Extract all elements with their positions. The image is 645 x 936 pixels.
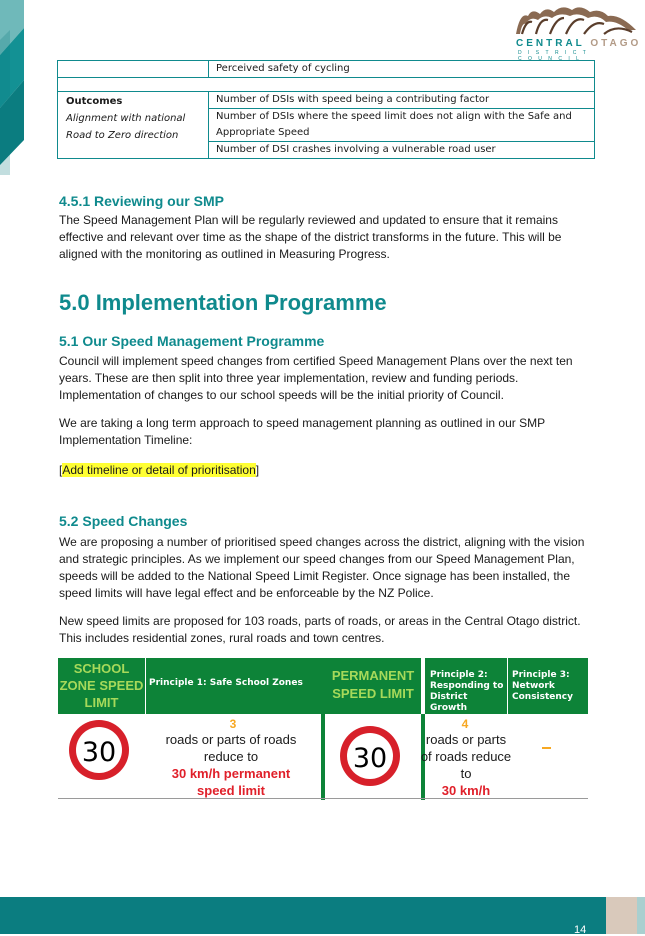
heading-5-1: 5.1 Our Speed Management Programme bbox=[59, 333, 325, 349]
sign-value: 30 bbox=[81, 737, 117, 768]
table-cell-measure: Number of DSIs where the speed limit does not align with the Safe and Appropriate Speed bbox=[209, 109, 595, 142]
school-count: 3 bbox=[229, 717, 237, 731]
column-divider bbox=[321, 658, 325, 800]
principle-3-empty-dash bbox=[542, 747, 551, 749]
paragraph-long-term: We are taking a long term approach to speed management planning as outlined in our SMP Implementation Timeline: bbox=[59, 416, 545, 447]
table-spacer-row bbox=[58, 78, 595, 92]
school-description bbox=[161, 731, 301, 799]
logo-name bbox=[516, 38, 641, 49]
table-cell-empty bbox=[58, 61, 209, 78]
principle-2-description-limit: 30 km/h bbox=[441, 783, 491, 798]
header-school-zone: SCHOOL ZONE SPEED LIMIT bbox=[58, 658, 145, 714]
logo-subtitle: DISTRICT COUNCIL bbox=[518, 50, 593, 62]
principle-2-description bbox=[420, 731, 512, 799]
table-cell-measure: Number of DSIs with speed being a contributing factor bbox=[209, 92, 595, 109]
principle-2-description-text: roads or parts of roads reduce to bbox=[420, 732, 512, 781]
school-description-text: roads or parts of roads reduce to bbox=[165, 732, 297, 764]
measures-table bbox=[57, 60, 595, 159]
decorative-side-strip bbox=[0, 0, 24, 175]
header-principle-3: Principle 3: Network Consistency bbox=[507, 658, 588, 714]
school-description-limit: 30 km/h permanent speed limit bbox=[171, 766, 291, 798]
timeline-placeholder bbox=[59, 463, 259, 477]
paragraph-programme: Council will implement speed changes from certified Speed Management Plans over the next ten years. These are then split into three year implementation, review and funding periods. Implementation of changes to our school speeds will be the initial priority of Council. bbox=[59, 354, 573, 402]
outcomes-description: Alignment with national Road to Zero direction bbox=[66, 113, 186, 141]
header-divider bbox=[145, 658, 146, 714]
paragraph-speed-changes: We are proposing a number of prioritised speed changes across the district, aligning with the vision and strategic principles. As we implement our speed changes from our Speed Management Plan, speeds will be added to the National Speed Limit Register. Once signage has been installed, the speed limits will have legal effect and be enforceable by the NZ Police. bbox=[59, 535, 585, 600]
table-cell-cycling: Perceived safety of cycling bbox=[209, 61, 595, 78]
placeholder-bracket-close: ] bbox=[255, 463, 260, 477]
outcomes-heading: Outcomes bbox=[66, 96, 123, 107]
logo-name-part1: CENTRAL bbox=[516, 38, 585, 49]
paragraph-new-limits: New speed limits are proposed for 103 roads, parts of roads, or areas in the Central Otago district. This includes residential zones, rural roads and town centres. bbox=[59, 614, 581, 645]
sign-value: 30 bbox=[352, 743, 388, 774]
paragraph-review: The Speed Management Plan will be regularly reviewed and updated to ensure that it remains effective and relevant over time as the shape of the district transforms in the future. This will be aligned with the monitoring as outlined in Measuring Progress. bbox=[59, 213, 562, 261]
header-principle-2: Principle 2: Responding to District Growth bbox=[425, 658, 507, 714]
principle-2-count: 4 bbox=[461, 717, 469, 731]
placeholder-bracket-open: [ bbox=[59, 463, 63, 477]
logo-name-part2: OTAGO bbox=[590, 38, 642, 49]
table-cell-measure: Number of DSI crashes involving a vulnerable road user bbox=[209, 142, 595, 159]
heading-4-5-1: 4.5.1 Reviewing our SMP bbox=[59, 193, 224, 209]
header-principle-1: Principle 1: Safe School Zones bbox=[145, 658, 321, 714]
placeholder-text: Add timeline or detail of prioritisation bbox=[62, 463, 256, 477]
speed-sign-30-school bbox=[68, 719, 130, 781]
page-footer-band bbox=[0, 897, 645, 934]
speed-changes-table bbox=[58, 658, 588, 800]
speed-sign-30-permanent bbox=[339, 725, 401, 787]
heading-5-2: 5.2 Speed Changes bbox=[59, 513, 188, 529]
table-bottom-rule bbox=[58, 798, 588, 799]
footer-accent-light bbox=[637, 897, 645, 934]
heading-5-0: 5.0 Implementation Programme bbox=[59, 290, 387, 315]
header-permanent: PERMANENT SPEED LIMIT bbox=[325, 658, 421, 714]
header-divider bbox=[507, 658, 508, 714]
page-number: 14 bbox=[574, 924, 587, 936]
table-cell-outcomes bbox=[58, 92, 209, 159]
footer-accent-tan bbox=[606, 897, 637, 934]
